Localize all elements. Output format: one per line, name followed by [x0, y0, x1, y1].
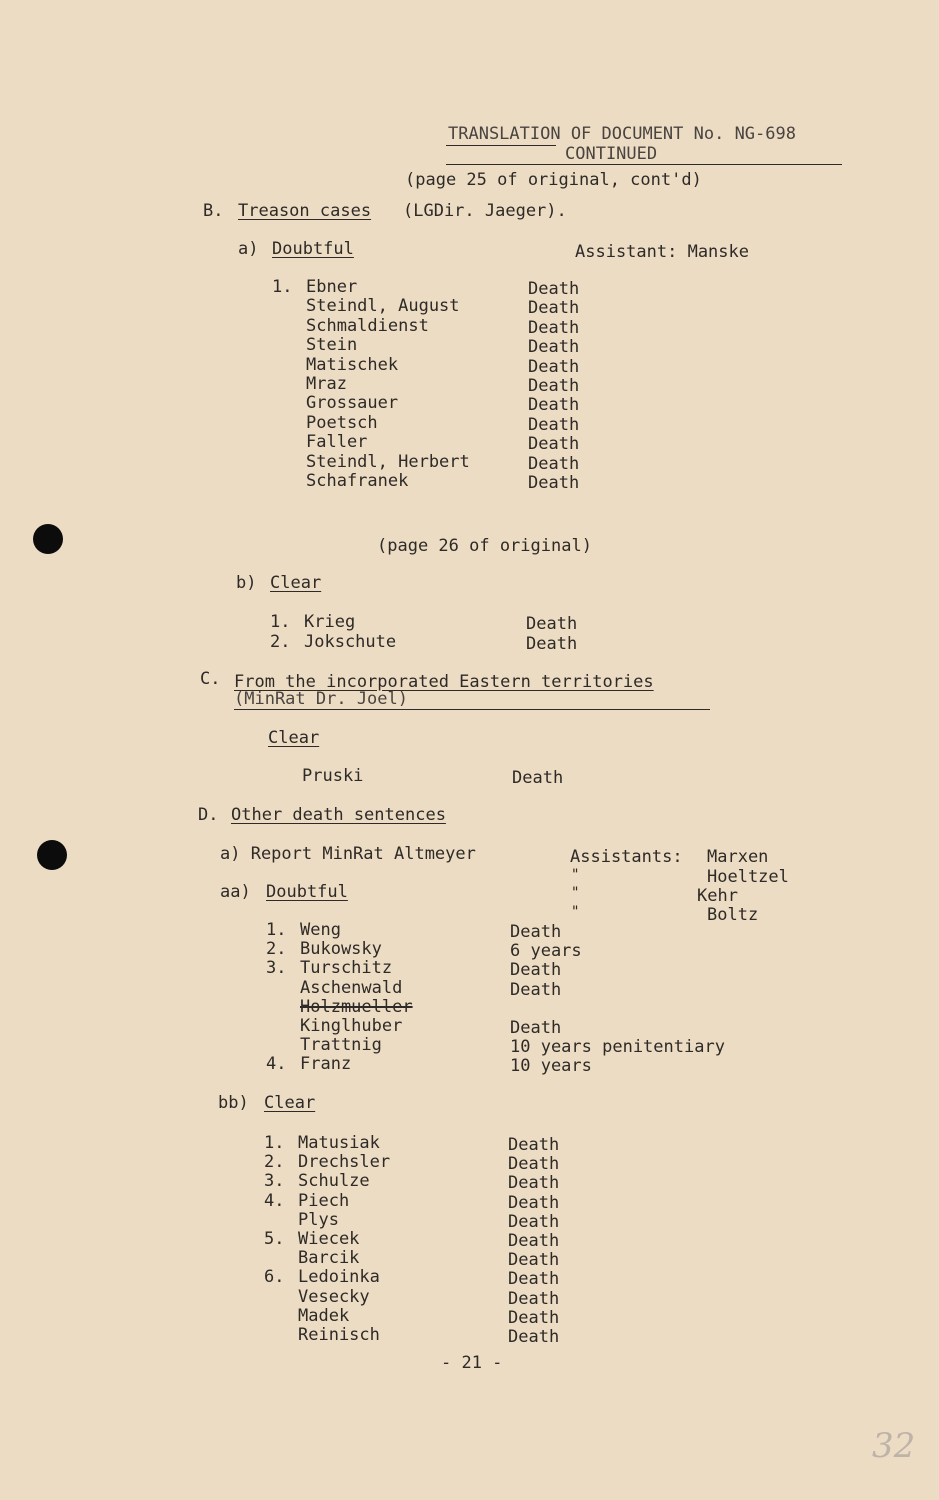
- entry-sentence: Death: [528, 317, 580, 338]
- entry-sentence: Death: [508, 1327, 560, 1347]
- assistants-label: Assistants:: [570, 847, 683, 867]
- entry-sentence: Death: [528, 356, 580, 377]
- section-b-title-suffix: (LGDir. Jaeger).: [403, 201, 567, 221]
- entry-name: Vesecky: [298, 1286, 370, 1307]
- section-c-title: From the incorporated Eastern territories: [234, 672, 654, 692]
- section-d-clear-prefix: bb): [218, 1093, 249, 1113]
- entry-name: Mraz: [306, 374, 347, 394]
- section-c-rule: [234, 709, 710, 710]
- page-number: - 21 -: [441, 1353, 503, 1373]
- continued-label: CONTINUED: [565, 144, 658, 164]
- entry-name: Holzmueller: [300, 996, 413, 1017]
- header-rule-1: [446, 145, 556, 146]
- entry-name: Grossauer: [306, 393, 399, 414]
- entry-sentence: Death: [508, 1192, 560, 1213]
- section-b-clear-label: Clear: [270, 573, 322, 593]
- entry-name: Jokschute: [304, 631, 397, 652]
- entry-sentence: 6 years: [510, 941, 582, 962]
- entry-sentence: Death: [508, 1250, 560, 1271]
- entry-sentence: Death: [510, 1018, 562, 1038]
- entry-number: 3.: [264, 1171, 285, 1192]
- section-b-doubtful-number: 1.: [272, 277, 293, 297]
- entry-number: 2.: [266, 939, 287, 960]
- ditto-mark-3: ": [571, 904, 580, 920]
- entry-name: Bukowsky: [300, 939, 382, 960]
- entry-sentence: Death: [528, 376, 580, 396]
- entry-sentence: Death: [508, 1135, 560, 1155]
- entry-name: Ebner: [306, 277, 358, 297]
- section-d-clear-label: Clear: [264, 1093, 316, 1113]
- entry-sentence: Death: [528, 414, 580, 435]
- entry-name: Franz: [300, 1054, 352, 1075]
- entry-number: 4.: [264, 1190, 285, 1211]
- page-reference-26: (page 26 of original): [377, 536, 592, 556]
- entry-name: Barcik: [298, 1248, 360, 1269]
- assistant-boltz: Boltz: [707, 905, 759, 925]
- entry-number: 2.: [270, 631, 291, 652]
- handwritten-page-number: 32: [872, 1426, 916, 1466]
- entry-sentence: Death: [528, 298, 580, 319]
- entry-sentence: Death: [528, 279, 580, 299]
- entry-name: Trattnig: [300, 1035, 382, 1056]
- entry-name: Reinisch: [298, 1325, 380, 1345]
- entry-sentence: Death: [526, 633, 578, 654]
- section-c-sentence: Death: [512, 768, 564, 788]
- entry-name: Poetsch: [306, 412, 378, 433]
- entry-name: Matusiak: [298, 1133, 380, 1153]
- punch-hole-bottom: [37, 840, 67, 870]
- entry-sentence: Death: [508, 1154, 560, 1175]
- section-b-doubtful-prefix: a): [238, 239, 259, 259]
- entry-number: 1.: [264, 1133, 285, 1153]
- entry-number: 5.: [264, 1229, 285, 1249]
- ditto-mark-2: ": [571, 885, 580, 901]
- punch-hole-top: [33, 524, 63, 554]
- entry-sentence: Death: [510, 922, 562, 942]
- entry-name: Plys: [298, 1209, 339, 1230]
- entry-sentence: Death: [508, 1231, 560, 1251]
- entry-sentence: Death: [528, 395, 580, 416]
- entry-sentence: Death: [528, 434, 580, 455]
- entry-name: Schmaldienst: [306, 315, 429, 336]
- header-rule-2: [446, 164, 842, 165]
- entry-name: Piech: [298, 1190, 350, 1211]
- assistant-hoeltzel: Hoeltzel: [707, 867, 789, 887]
- entry-name: Ledoinka: [298, 1267, 380, 1288]
- entry-name: Aschenwald: [300, 977, 403, 998]
- entry-sentence: Death: [528, 453, 580, 474]
- section-c-clear-label: Clear: [268, 728, 320, 748]
- page-reference-25: (page 25 of original, cont'd): [405, 170, 702, 190]
- entry-name: Stein: [306, 335, 358, 356]
- assistant-manske: Assistant: Manske: [575, 242, 749, 262]
- section-b-letter: B.: [203, 201, 224, 221]
- entry-sentence: 10 years: [510, 1056, 592, 1077]
- section-d-title: Other death sentences: [231, 805, 446, 825]
- entry-number: 1.: [266, 920, 287, 940]
- section-d-doubtful-prefix: aa): [220, 882, 251, 902]
- entry-name: Steindl, August: [306, 296, 460, 317]
- entry-sentence: 10 years penitentiary: [510, 1037, 725, 1058]
- entry-name: Turschitz: [300, 958, 393, 979]
- entry-number: 2.: [264, 1152, 285, 1173]
- entry-sentence: Death: [508, 1211, 560, 1232]
- entry-name: Wiecek: [298, 1229, 360, 1249]
- entry-name: Krieg: [304, 612, 356, 632]
- section-c-letter: C.: [200, 669, 221, 689]
- entry-name: Faller: [306, 432, 368, 453]
- entry-sentence: Death: [528, 473, 580, 493]
- entry-name: Drechsler: [298, 1152, 391, 1173]
- entry-sentence: Death: [510, 960, 562, 981]
- section-b-title: Treason cases: [238, 201, 372, 221]
- entry-number: 1.: [270, 612, 291, 632]
- entry-number: 3.: [266, 958, 287, 979]
- entry-name: Schafranek: [306, 471, 409, 491]
- assistant-marxen: Marxen: [707, 847, 769, 867]
- entry-sentence: Death: [508, 1173, 560, 1194]
- entry-name: Matischek: [306, 354, 399, 375]
- entry-name: Schulze: [298, 1171, 370, 1192]
- translation-header: TRANSLATION OF DOCUMENT No. NG-698: [448, 124, 796, 144]
- entry-number: 6.: [264, 1267, 285, 1288]
- section-d-report: a) Report MinRat Altmeyer: [220, 844, 476, 864]
- section-b-clear-prefix: b): [236, 573, 257, 593]
- entry-name: Weng: [300, 920, 341, 940]
- entry-name: Steindl, Herbert: [306, 451, 470, 472]
- section-d-doubtful-label: Doubtful: [266, 882, 348, 902]
- entry-sentence: Death: [528, 337, 580, 358]
- assistant-kehr: Kehr: [697, 886, 738, 906]
- section-d-letter: D.: [198, 805, 219, 825]
- section-b-doubtful-label: Doubtful: [272, 239, 354, 259]
- entry-sentence: Death: [508, 1269, 560, 1290]
- ditto-mark-1: ": [571, 867, 580, 883]
- entry-sentence: Death: [508, 1307, 560, 1328]
- entry-sentence: Death: [508, 1288, 560, 1309]
- entry-number: 4.: [266, 1054, 287, 1075]
- section-c-name: Pruski: [302, 766, 364, 786]
- entry-name: Madek: [298, 1305, 350, 1326]
- section-c-subtitle: (MinRat Dr. Joel): [234, 689, 408, 709]
- entry-sentence: Death: [510, 979, 562, 1000]
- entry-name: Kinglhuber: [300, 1016, 403, 1036]
- entry-sentence: Death: [526, 614, 578, 634]
